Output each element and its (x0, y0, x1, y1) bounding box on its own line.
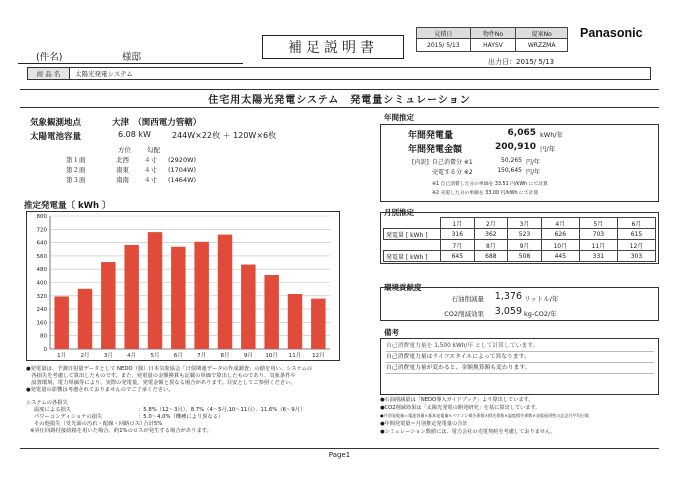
row-label: 発電量 [ kWh ] (384, 229, 441, 240)
remark-line: 自己消費電力量はライフスタイルによって異なります。 (386, 352, 654, 363)
month-value: 362 (474, 229, 508, 240)
co2-label: CO2削減効果 (444, 310, 484, 318)
brand-logo: Panasonic (580, 26, 643, 40)
meta-value-proposal-no: WRZZMA (516, 39, 568, 52)
footnote-line: ●発電量は、予測日射量データとして NEDO（独）日本気象協会「日射関連データの作成調査」の値を用い、システムの (26, 366, 313, 372)
output-date-row (488, 57, 554, 67)
face-name: 第２面 (66, 166, 86, 174)
face-slope: ４寸 (144, 156, 157, 164)
y-tick-label: 240 (36, 307, 47, 314)
face-watt: (2920W) (168, 156, 197, 164)
face-name: 第１面 (66, 156, 86, 164)
self-value: 50,265 (501, 157, 522, 164)
footnote-line: ●石油削減量は「NEDO導入ガイドブック」より算出しています。 (380, 397, 534, 403)
footnote-line: 設置環境、電力単価等により、実際の発電量、発電金額と異なる場合があります。目安としてご参照ください。 (26, 380, 296, 386)
self-unit: 円/年 (526, 159, 541, 166)
month-header: 3月 (508, 218, 542, 229)
face-direction: 南東 (116, 166, 129, 174)
location-label: 気象観測地点 (30, 118, 82, 128)
faces-list (66, 155, 196, 185)
annual-amount-label: 年間発電金額 (408, 145, 463, 155)
month-header: 6月 (617, 218, 655, 229)
remarks-section-label: 備考 (384, 328, 399, 337)
footnote-line: ●発電量の影響は考慮されておりませんのでご了承ください。 (26, 387, 174, 393)
document-title-box (262, 35, 404, 59)
y-tick-label: 400 (36, 280, 47, 287)
page-number: Page1 (328, 451, 351, 459)
x-tick-label: 8月 (220, 353, 230, 359)
annual-note-2: ※2 売電した分の単価を 33.00 円/kWh にて計算 (432, 191, 539, 196)
footnote-left (26, 366, 371, 435)
case-label: (件名) (36, 52, 63, 63)
bar-11月 (288, 294, 302, 349)
oil-label: 石油削減量 (451, 295, 484, 303)
meta-value-property-no: HAYSV (470, 39, 516, 52)
face-watt: (1704W) (168, 166, 197, 174)
title-bottom-rule (20, 107, 659, 108)
oil-unit: リットル/年 (524, 295, 559, 303)
meta-table (416, 27, 568, 52)
bar-6月 (171, 247, 185, 349)
footnote-line: ●CO2削減効果は「太陽光発電の開発研究」を基に算出しています。 (380, 405, 541, 411)
case-value: 様邸 (122, 52, 142, 63)
x-tick-label: 3月 (103, 353, 113, 359)
monthly-generation-chart (26, 211, 340, 361)
x-tick-label: 10月 (265, 353, 278, 359)
loss-value: ：5.8%（12～3月）、8.7%（4～5月,10～11月）、11.6%（6～9月） (138, 407, 306, 413)
y-tick-label: 80 (40, 333, 47, 340)
faces-header-slope: 勾配 (147, 146, 160, 154)
monthly-table (383, 217, 656, 262)
table-row (384, 229, 656, 240)
x-tick-label: 11月 (288, 353, 302, 359)
month-header: 11月 (579, 240, 617, 251)
product-row (27, 67, 651, 80)
row-label: 発電量 [ kWh ] (384, 251, 441, 262)
output-date-label: 出力日： (488, 58, 516, 66)
month-value: 688 (474, 251, 508, 262)
table-row (384, 251, 656, 262)
location-value: 大津 （関西電力管轄） (112, 118, 202, 128)
bar-10月 (264, 275, 278, 349)
bar-3月 (101, 262, 115, 349)
annual-gen-unit: kWh/年 (540, 131, 564, 139)
x-tick-label: 9月 (243, 353, 253, 359)
annual-note-1: ※1 自己消費した分の単価を 33.51 円/kWh にて計算 (432, 182, 548, 187)
x-tick-label: 7月 (197, 353, 207, 359)
face-name: 第３面 (66, 176, 86, 184)
month-value: 316 (441, 229, 475, 240)
monthly-section-label: 月別推定 (384, 208, 414, 217)
month-header: 10月 (541, 240, 579, 251)
footnote-line: 各損失を考慮して算出したものです。また、発電量の金額換算も記載の単価で算出したものであり、気象条件や (26, 373, 296, 379)
annual-amount-value: 200,910 (495, 142, 536, 152)
month-value: 615 (617, 229, 655, 240)
remark-line: 自己消費電力量が変わると、金額換算額も変わります。 (386, 363, 654, 374)
bar-12月 (311, 299, 325, 349)
face-slope: ４寸 (144, 176, 157, 184)
meta-header-property-no: 物件No (470, 28, 516, 39)
face-direction: 南南 (116, 176, 129, 184)
bar-7月 (194, 242, 208, 349)
month-value: 303 (617, 251, 655, 262)
month-value: 523 (508, 229, 542, 240)
meta-header-date: 見積日 (417, 28, 471, 39)
month-header: 7月 (441, 240, 475, 251)
bar-9月 (241, 265, 255, 349)
month-header: 2月 (474, 218, 508, 229)
breakdown-label: [内訳] (412, 159, 429, 166)
output-date: 2015/ 5/13 (516, 58, 555, 66)
meta-value-date: 2015/ 5/13 (417, 39, 471, 52)
month-header: 1月 (441, 218, 475, 229)
y-tick-label: 480 (36, 267, 47, 274)
month-value: 645 (441, 251, 475, 262)
remark-line: 自己消費電力量を 1,500 kWh/年 として計算しています。 (386, 341, 654, 352)
loss-value: ：5.0～4.0%（機種により異なる） (138, 414, 224, 420)
month-value: 508 (508, 251, 542, 262)
month-header: 4月 (541, 218, 579, 229)
list-item (66, 155, 196, 165)
y-tick-label: 560 (36, 253, 47, 260)
capacity-label: 太陽電池容量 (30, 132, 82, 142)
case-underline (18, 63, 243, 64)
y-tick-label: 160 (36, 320, 47, 327)
oil-value: 1,376 (494, 291, 522, 302)
face-slope: ４寸 (144, 166, 157, 174)
x-tick-label: 2月 (80, 353, 90, 359)
co2-value: 3,059 (494, 306, 522, 317)
co2-unit: kg-CO2/年 (524, 310, 557, 318)
footnote-right (380, 396, 662, 436)
title-top-rule (20, 89, 659, 90)
face-direction: 北西 (116, 156, 129, 164)
annual-gen-label: 年間発電量 (408, 131, 454, 141)
sell-value: 150,645 (497, 167, 522, 174)
month-value: 331 (579, 251, 617, 262)
loss-row (26, 421, 371, 428)
month-header: 12月 (617, 240, 655, 251)
sell-label: 売電する分 ※2 (432, 169, 473, 176)
loss-note: ※昇圧回路付接続箱を用いた場合、約1%のロスが発生する場合があります。 (30, 428, 212, 434)
self-label: 自己消費分 ※1 (432, 159, 473, 166)
x-tick-label: 6月 (173, 353, 183, 359)
footnote-line: ●月別発電量＝電池容量×基本発電量×パワコン損失係数×損失係数×温度損失係数×発電経済性の記念月平均日数 (380, 413, 590, 418)
footnote-line: ●年間発電量＝月別推定発電量の合計 (380, 421, 468, 427)
main-title: 住宅用太陽光発電システム 発電量シミュレーション (208, 95, 471, 106)
loss-label: 温度による損失 (34, 407, 72, 413)
sell-unit: 円/年 (526, 169, 541, 176)
annual-gen-value: 6,065 (507, 128, 536, 138)
bar-1月 (54, 296, 68, 349)
month-header: 8月 (474, 240, 508, 251)
x-tick-label: 5月 (150, 353, 160, 359)
chart-title: 推定発電量〔 kWh 〕 (24, 201, 111, 211)
list-item (66, 165, 196, 175)
y-tick-label: 640 (36, 240, 47, 247)
y-tick-label: 720 (36, 227, 47, 234)
loss-label: その他損失（受光面の汚れ・配線・回路ロス） (34, 421, 146, 427)
x-tick-label: 1月 (57, 353, 67, 359)
y-tick-label: 0 (43, 347, 47, 353)
loss-title: システムの各損失 (26, 400, 68, 406)
faces-header-direction: 方位 (118, 146, 131, 154)
bar-5月 (148, 232, 162, 349)
product-value: 太陽光発電システム (75, 70, 133, 78)
bar-2月 (78, 289, 92, 349)
list-item (66, 175, 196, 185)
document-title: 補足説明書 (288, 40, 378, 56)
loss-label: パワーコンディショナの損失 (34, 414, 103, 420)
x-tick-label: 12月 (312, 353, 325, 359)
footnote-line: ●シミュレーション数値には、電力会社の売電契約を考慮しておりません。 (380, 429, 556, 435)
annual-amount-unit: 円/年 (540, 145, 556, 153)
month-value: 703 (579, 229, 617, 240)
env-section-label: 環境貢献度 (384, 283, 422, 292)
face-watt: (1464W) (168, 176, 197, 184)
month-value: 626 (541, 229, 579, 240)
month-header: 5月 (579, 218, 617, 229)
bar-8月 (218, 235, 232, 349)
x-tick-label: 4月 (127, 353, 137, 359)
table-row (384, 218, 656, 229)
table-row (384, 240, 656, 251)
bar-4月 (124, 245, 138, 349)
capacity-detail: 244W×22枚 ＋ 120W×6枚 (172, 131, 277, 140)
product-label: 商 品 名 (28, 68, 70, 79)
loss-row (26, 407, 371, 414)
y-tick-label: 800 (36, 214, 47, 220)
loss-value: ：合計5% (138, 421, 163, 427)
meta-header-proposal-no: 提案No (516, 28, 568, 39)
month-value: 445 (541, 251, 579, 262)
y-tick-label: 320 (36, 293, 47, 300)
annual-section-label: 年間推定 (384, 113, 414, 122)
month-header: 9月 (508, 240, 542, 251)
footer-rule (20, 448, 659, 449)
capacity-value: 6.08 kW (118, 130, 151, 139)
remarks-lines (386, 341, 654, 374)
loss-row (26, 414, 371, 421)
